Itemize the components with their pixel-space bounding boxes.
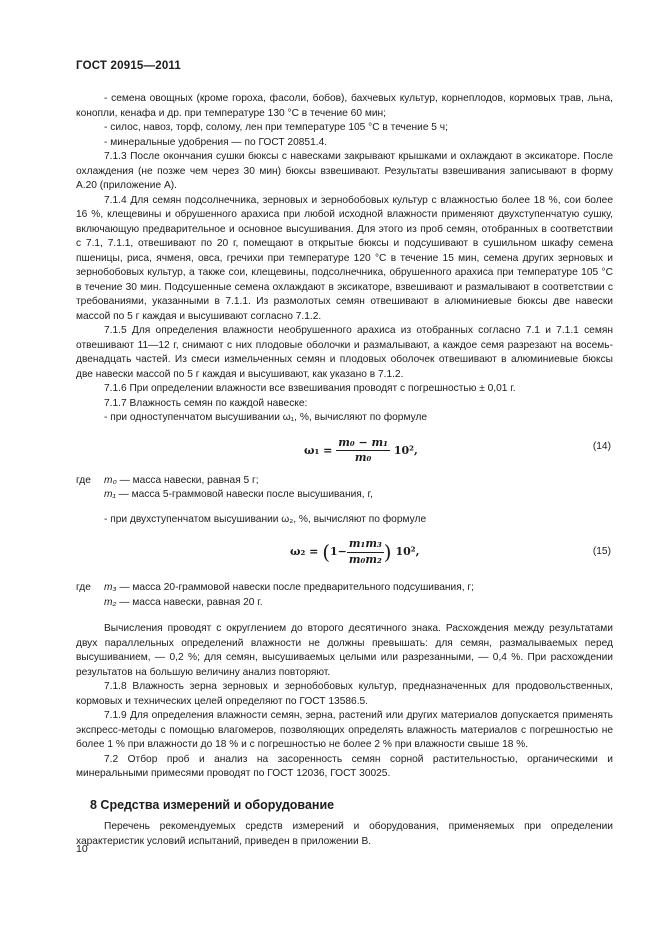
legend-text xyxy=(104,488,373,503)
document-header: ГОСТ 20915—2011 xyxy=(76,60,181,72)
paragraph-7-1-7: 7.1.7 Влажность семян по каждой навеске: xyxy=(104,397,308,409)
formula-15-one: 1− xyxy=(330,545,347,558)
section-8-text: Перечень рекомендуемых средств измерений и оборудования, применяемых при определении характеристик условий испытаний, приведен в приложении В. xyxy=(76,821,613,847)
formula-14-legend xyxy=(76,474,613,503)
formula-14-number: (14) xyxy=(592,440,611,452)
formula-15-lhs: ω₂ = xyxy=(290,545,319,558)
legend-row xyxy=(76,596,613,611)
paragraph-7-1-6: 7.1.6 При определении влажности все взвешивания проводят с погрешностью ± 0,01 г. xyxy=(104,383,516,394)
legend-description: — масса навески, равная 20 г. xyxy=(119,596,263,608)
right-paren-icon: ) xyxy=(383,539,392,564)
formula-15-intro: - при двухступенчатом высушивании ω₂, %, вычисляют по формуле xyxy=(104,513,427,525)
legend-symbol: m₃ xyxy=(104,582,117,593)
formula-15 xyxy=(76,535,613,575)
formula-15-number: (15) xyxy=(592,546,611,557)
legend-description: — масса 5-граммовой навески после высушивания, г, xyxy=(118,489,373,500)
legend-text xyxy=(104,581,474,596)
paragraph-7-1-5: 7.1.5 Для определения влажности необрушенного арахиса из отобранных согласно 7.1 и 7.1.1 семян отвешивают 11—12 г, снимают с них плодовые оболочки и размалывают, а каждое семя разрезают на восемь-двенадцать частей. Из смеси измельченных семян и плодовых оболочек отвешивают в алюминиевые бюксы две навески массой по 5 г каждая и высушивают, как указано в 7.1.2. xyxy=(76,325,613,380)
legend-row xyxy=(76,581,613,596)
legend-row xyxy=(76,488,613,503)
formula-14-intro: - при одноступенчатом высушивании ω₁, %, вычисляют по формуле xyxy=(104,412,428,423)
formula-14-expression xyxy=(304,436,418,466)
legend-text xyxy=(104,596,263,611)
list-item: - силос, навоз, торф, солому, лен при температуре 105 °С в течение 5 ч; xyxy=(104,122,448,133)
left-paren-icon: ( xyxy=(322,539,330,564)
legend-description: — масса 20-граммовой навески после предварительного подсушивания, г; xyxy=(119,582,474,593)
paragraph-7-1-3: 7.1.3 После окончания сушки бюксы с навесками закрывают крышками и охлаждают в эксикаторе. После охлаждения (не позже чем через 30 мин) бюксы взвешивают. Результаты взвешивания записывают в форму А.20 (приложение А). xyxy=(76,151,613,191)
legend-symbol: m₁ xyxy=(104,489,116,500)
paragraph-7-1-9: 7.1.9 Для определения влажности семян, зерна, растений или других материалов допускается применять экспресс-методы с помощью влагомеров, позволяющих определять влажность материалов с погрешностью не более 1 % при влажности до 18 % и с погрешностью не более 2 % при влажности свыше 18 %. xyxy=(76,710,613,750)
formula-14 xyxy=(76,434,613,468)
formula-15-denominator: m₀m₂ xyxy=(348,552,382,566)
list-item: - минеральные удобрения — по ГОСТ 20851.4. xyxy=(104,136,328,148)
formula-14-denominator: m₀ xyxy=(354,451,372,464)
formula-15-fraction xyxy=(347,537,384,567)
legend-symbol: m₂ xyxy=(104,596,117,608)
legend-text xyxy=(104,474,259,489)
paragraph-7-1-4: 7.1.4 Для семян подсолнечника, зерновых и зернобобовых культур с влажностью более 18 %, сои более 16 %, клещевины и обрушенного арахиса при любой исходной влажности применяют двухступенчатую сушку, включающую предварительное и основное высушивания. Для этого из проб семян, отобранных в соответствии с 7.1, 7.1.1, отвешивают по 20 г, помещают в открытые бюксы и подсушивают в сушильном шкафу семена пшеницы, риса, ячменя, овса, гречихи при температуре 120 °С в течение 15 мин, семена других зерновых и зернобобовых культур, а также сои, клещевины, подсолнечника, обрушенного арахиса при температуре 105 °С в течение 30 мин. Подсушенные семена охлаждают в эксикаторе, взвешивают и размалывают в соответствии с требованиями, указанными в 7.1.1. Из размолотых семян отвешивают в алюминиевые бюксы две навески массой по 5 г каждая и высушивают согласно 7.1.2. xyxy=(76,194,613,322)
formula-14-lhs: ω₁ = xyxy=(304,443,333,457)
legend-description: — масса навески, равная 5 г; xyxy=(119,474,259,486)
legend-row xyxy=(76,474,613,489)
formula-14-rhs: 10², xyxy=(393,443,418,457)
formula-14-fraction xyxy=(336,436,390,466)
legend-symbol: m₀ xyxy=(104,474,117,486)
page-content xyxy=(76,92,613,849)
page-number: 10 xyxy=(76,843,88,855)
formula-15-rhs: 10², xyxy=(395,545,420,558)
formula-15-legend xyxy=(76,581,613,610)
formula-15-expression xyxy=(290,537,419,567)
paragraph-7-1-8: 7.1.8 Влажность зерна зерновых и зернобобовых культур, предназначенных для продовольственных, кормовых и технических целей определяют по ГОСТ 13586.5. xyxy=(76,681,613,707)
formula-14-numerator: m₀ − m₁ xyxy=(336,436,390,452)
section-8-heading: 8 Средства измерений и оборудование xyxy=(90,797,335,812)
formula-15-numerator: m₁m₃ xyxy=(347,537,384,553)
paragraph-calculation: Вычисления проводят с округлением до второго десятичного знака. Расхождения между результатами двух параллельных определений влажности не должны превышать: для семян, размалываемых перед высушиванием, — 0,2 %; для семян, высушиваемых целыми или разрезанными, — 0,4 %. При расхождении результатов на большую величину анализ повторяют. xyxy=(76,623,613,678)
legend-where-label: где xyxy=(76,582,91,593)
paragraph-7-2: 7.2 Отбор проб и анализ на засоренность семян сорной растительностью, органическими и минеральными примесями проводят по ГОСТ 12036, ГОСТ 30025. xyxy=(76,753,613,779)
list-item: - семена овощных (кроме гороха, фасоли, бобов), бахчевых культур, корнеплодов, кормовых трав, льна, конопли, кенафа и др. при температуре 130 °С в течение 60 мин; xyxy=(76,93,613,119)
legend-where-label: где xyxy=(76,474,91,486)
